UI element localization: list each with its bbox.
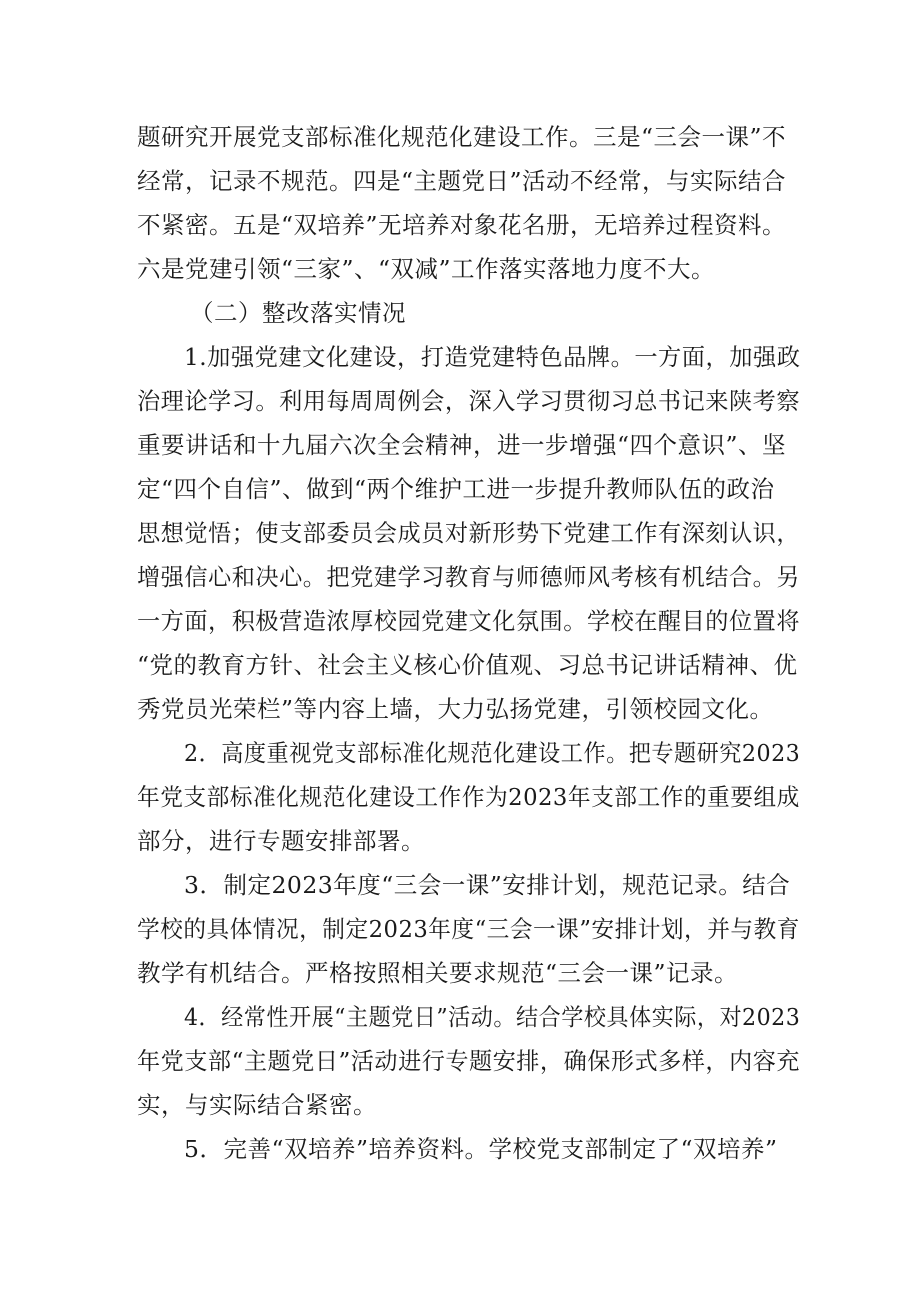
text-line: 不紧密。五是“双培养”无培养对象花名册，无培养过程资料。 xyxy=(137,211,787,239)
text-line: 治理论学习。利用每周周例会，深入学习贯彻习总书记来陕考察 xyxy=(137,387,800,415)
text-line: 定“四个自信”、做到“两个维护工进一步提升教师队伍的政治 xyxy=(137,475,775,503)
text-line: 重要讲话和十九届六次全会精神，进一步增强“四个意识”、坚 xyxy=(137,431,787,459)
text-line: 5．完善“双培养”培养资料。学校党支部制定了“双培养” xyxy=(184,1135,778,1163)
text-line: 3．制定2023年度“三会一课”安排计划，规范记录。结合 xyxy=(184,871,791,899)
text-line: 实，与实际结合紧密。 xyxy=(137,1091,377,1119)
text-line: 题研究开展党支部标准化规范化建设工作。三是“三会一课”不 xyxy=(137,123,787,151)
text-line: 思想觉悟；使支部委员会成员对新形势下党建工作有深刻认识， xyxy=(137,519,800,547)
text-line: 年党支部标准化规范化建设工作作为2023年支部工作的重要组成 xyxy=(137,783,800,811)
text-line: 经常，记录不规范。四是“主题党日”活动不经常，与实际结合 xyxy=(137,167,787,195)
text-line: 学校的具体情况，制定2023年度“三会一课”安排计划，并与教育 xyxy=(137,915,800,943)
text-line: 年党支部“主题党日”活动进行专题安排，确保形式多样，内容充 xyxy=(137,1047,801,1075)
text-line: 部分，进行专题安排部署。 xyxy=(137,827,425,855)
text-line: “党的教育方针、社会主义核心价值观、习总书记讲话精神、优 xyxy=(137,651,798,679)
text-line: 2．高度重视党支部标准化规范化建设工作。把专题研究2023 xyxy=(184,739,801,767)
text-line: 教学有机结合。严格按照相关要求规范“三会一课”记录。 xyxy=(137,959,739,987)
text-line: 增强信心和决心。把党建学习教育与师德师风考核有机结合。另 xyxy=(137,563,800,591)
text-line: 1.加强党建文化建设，打造党建特色品牌。一方面，加强政 xyxy=(184,343,801,371)
text-line: 六是党建引领“三家”、“双减”工作落实落地力度不大。 xyxy=(137,255,716,283)
text-line: 4．经常性开展“主题党日”活动。结合学校具体实际，对2023 xyxy=(184,1003,801,1031)
text-line: 秀党员光荣栏”等内容上墙，大力弘扬党建，引领校园文化。 xyxy=(137,695,774,723)
section-heading: （二）整改落实情况 xyxy=(190,299,406,327)
text-line: 一方面，积极营造浓厚校园党建文化氛围。学校在醒目的位置将 xyxy=(137,607,800,635)
